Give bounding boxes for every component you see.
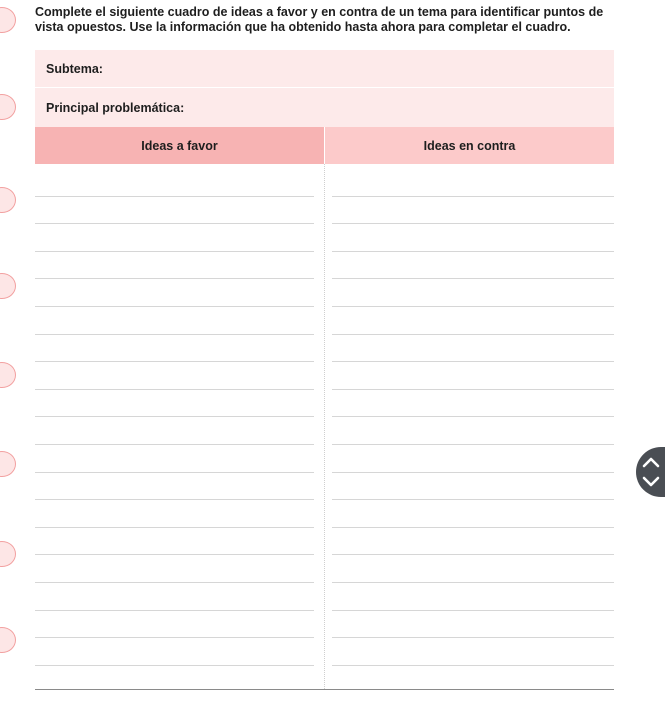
writing-line-favor[interactable] [35, 499, 314, 500]
column-header-favor [35, 127, 324, 164]
writing-line-contra[interactable] [332, 527, 614, 528]
problematica-field[interactable] [35, 88, 614, 127]
subtema-label: Subtema: [46, 61, 103, 76]
writing-line-favor[interactable] [35, 361, 314, 362]
writing-line-contra[interactable] [332, 334, 614, 335]
writing-line-contra[interactable] [332, 278, 614, 279]
margin-bullet-icon [0, 451, 16, 477]
writing-line-contra[interactable] [332, 665, 614, 666]
chevron-down-icon [642, 476, 660, 488]
nav-down-button[interactable] [636, 472, 665, 492]
writing-line-contra[interactable] [332, 554, 614, 555]
writing-line-favor[interactable] [35, 527, 314, 528]
writing-line-favor[interactable] [35, 306, 314, 307]
writing-line-contra[interactable] [332, 389, 614, 390]
writing-line-contra[interactable] [332, 361, 614, 362]
writing-line-contra[interactable] [332, 416, 614, 417]
column-divider [324, 164, 325, 689]
writing-line-contra[interactable] [332, 582, 614, 583]
writing-line-favor[interactable] [35, 223, 314, 224]
writing-line-favor[interactable] [35, 389, 314, 390]
writing-line-contra[interactable] [332, 499, 614, 500]
writing-line-favor[interactable] [35, 665, 314, 666]
writing-line-favor[interactable] [35, 637, 314, 638]
margin-bullet-icon [0, 187, 16, 213]
writing-line-favor[interactable] [35, 610, 314, 611]
margin-bullet-icon [0, 7, 16, 33]
margin-bullet-icon [0, 362, 16, 388]
writing-line-favor[interactable] [35, 278, 314, 279]
page-nav-control [636, 447, 665, 497]
writing-line-contra[interactable] [332, 610, 614, 611]
margin-bullet-icon [0, 541, 16, 567]
writing-line-contra[interactable] [332, 637, 614, 638]
column-header-contra-label: Ideas en contra [423, 138, 516, 153]
subtema-field[interactable] [35, 50, 614, 87]
writing-line-favor[interactable] [35, 251, 314, 252]
writing-line-favor[interactable] [35, 472, 314, 473]
writing-line-favor[interactable] [35, 582, 314, 583]
nav-up-button[interactable] [636, 452, 665, 472]
writing-line-contra[interactable] [332, 196, 614, 197]
writing-line-favor[interactable] [35, 416, 314, 417]
column-header-contra [325, 127, 614, 164]
column-header-favor-label: Ideas a favor [141, 138, 218, 153]
margin-bullet-icon [0, 273, 16, 299]
chevron-up-icon [642, 456, 660, 468]
writing-line-favor[interactable] [35, 444, 314, 445]
writing-line-contra[interactable] [332, 223, 614, 224]
writing-line-favor[interactable] [35, 554, 314, 555]
writing-line-favor[interactable] [35, 196, 314, 197]
problematica-label: Principal problemática: [46, 100, 185, 115]
writing-line-favor[interactable] [35, 334, 314, 335]
margin-bullet-icon [0, 627, 16, 653]
writing-line-contra[interactable] [332, 472, 614, 473]
table-bottom-rule [35, 689, 614, 690]
writing-line-contra[interactable] [332, 251, 614, 252]
instructions-text: Complete el siguiente cuadro de ideas a favor y en contra de un tema para identificar puntos de vista opuestos. Use la información que ha obtenido hasta ahora para completar el cuadro. [35, 5, 604, 34]
writing-line-contra[interactable] [332, 306, 614, 307]
writing-line-contra[interactable] [332, 444, 614, 445]
margin-bullet-icon [0, 94, 16, 120]
